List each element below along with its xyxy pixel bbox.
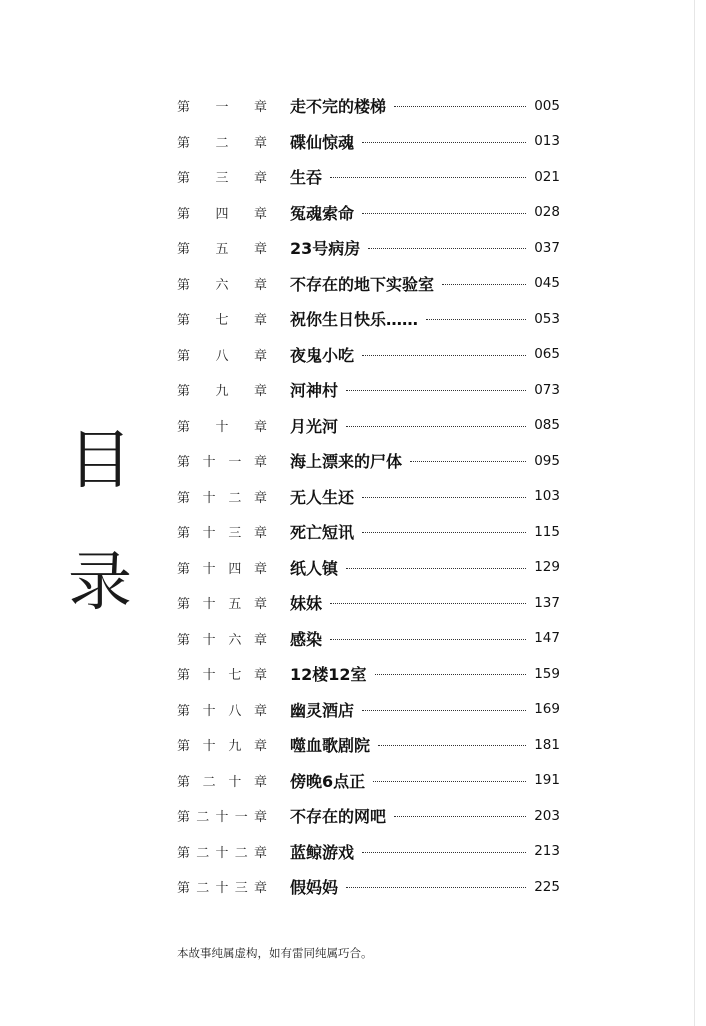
page-number: 028 (534, 204, 560, 221)
dot-leader (442, 284, 526, 285)
chapter-title: 噬血歌剧院 (290, 736, 371, 756)
toc-entry[interactable] (177, 443, 560, 479)
page-number: 005 (534, 97, 560, 114)
page-number: 213 (534, 843, 560, 860)
chapter-title: 走不完的楼梯 (290, 97, 387, 117)
toc-heading-char-1: 目 (68, 424, 132, 498)
chapter-title: 海上漂来的尸体 (290, 452, 403, 472)
dot-leader (330, 639, 526, 640)
toc-entry[interactable] (177, 869, 560, 905)
toc-entry[interactable] (177, 621, 560, 657)
table-of-contents (177, 88, 560, 905)
toc-entry[interactable] (177, 372, 560, 408)
page-number: 053 (534, 310, 560, 327)
dot-leader (378, 745, 526, 746)
chapter-number: 第 二 十 章 (177, 774, 267, 790)
chapter-number: 第 十 八 章 (177, 703, 267, 719)
dot-leader (330, 603, 526, 604)
page-number: 021 (534, 168, 560, 185)
disclaimer-note: 本故事纯属虚构，如有雷同纯属巧合。 (177, 946, 373, 960)
dot-leader (362, 142, 526, 143)
chapter-title: 碟仙惊魂 (290, 132, 355, 152)
toc-entry[interactable] (177, 763, 560, 799)
chapter-number: 第 二 十 二 章 (177, 845, 267, 861)
toc-entry[interactable] (177, 798, 560, 834)
dot-leader (362, 497, 526, 498)
dot-leader (410, 461, 526, 462)
chapter-title: 冤魂索命 (290, 203, 355, 223)
toc-entry[interactable] (177, 301, 560, 337)
dot-leader (375, 674, 526, 675)
page-number: 037 (534, 239, 560, 256)
toc-entry[interactable] (177, 585, 560, 621)
chapter-number: 第 一 章 (177, 100, 267, 116)
chapter-number: 第 三 章 (177, 171, 267, 187)
dot-leader (426, 319, 526, 320)
chapter-number: 第 十 五 章 (177, 597, 267, 613)
dot-leader (368, 248, 526, 249)
dot-leader (346, 390, 526, 391)
chapter-title: 12楼12室 (290, 665, 367, 685)
toc-entry[interactable] (177, 124, 560, 160)
toc-entry[interactable] (177, 656, 560, 692)
dot-leader (346, 568, 526, 569)
chapter-number: 第 二 章 (177, 135, 267, 151)
dot-leader (330, 177, 526, 178)
chapter-title: 幽灵酒店 (290, 700, 355, 720)
page-number: 169 (534, 701, 560, 718)
toc-entry[interactable] (177, 479, 560, 515)
page-number: 159 (534, 665, 560, 682)
toc-entry[interactable] (177, 727, 560, 763)
toc-entry[interactable] (177, 266, 560, 302)
chapter-number: 第 二 十 一 章 (177, 810, 267, 826)
page-number: 085 (534, 417, 560, 434)
page-number: 013 (534, 133, 560, 150)
chapter-title: 河神村 (290, 381, 339, 401)
dot-leader (346, 887, 526, 888)
dot-leader (394, 106, 526, 107)
chapter-title: 无人生还 (290, 487, 355, 507)
chapter-title: 23号病房 (290, 239, 361, 259)
chapter-title: 纸人镇 (290, 558, 339, 578)
chapter-number: 第 十 七 章 (177, 668, 267, 684)
dot-leader (362, 532, 526, 533)
toc-entry[interactable] (177, 514, 560, 550)
toc-entry[interactable] (177, 692, 560, 728)
chapter-number: 第 十 六 章 (177, 632, 267, 648)
page-number: 203 (534, 807, 560, 824)
toc-heading-char-2: 录 (68, 546, 132, 620)
page-number: 147 (534, 630, 560, 647)
chapter-number: 第 十 一 章 (177, 455, 267, 471)
chapter-title: 不存在的地下实验室 (290, 274, 435, 294)
toc-entry[interactable] (177, 337, 560, 373)
toc-entry[interactable] (177, 159, 560, 195)
dot-leader (394, 816, 526, 817)
dot-leader (362, 355, 526, 356)
toc-entry[interactable] (177, 408, 560, 444)
chapter-number: 第 四 章 (177, 206, 267, 222)
chapter-title: 妹妹 (290, 594, 323, 614)
chapter-number: 第 七 章 (177, 313, 267, 329)
chapter-number: 第 六 章 (177, 277, 267, 293)
dot-leader (373, 781, 526, 782)
dot-leader (362, 852, 526, 853)
page-number: 103 (534, 488, 560, 505)
chapter-title: 祝你生日快乐…… (290, 310, 419, 330)
chapter-title: 蓝鲸游戏 (290, 842, 355, 862)
chapter-title: 傍晚6点正 (290, 771, 366, 791)
chapter-title: 假妈妈 (290, 878, 339, 898)
page-number: 115 (534, 523, 560, 540)
dot-leader (362, 213, 526, 214)
chapter-number: 第 八 章 (177, 348, 267, 364)
chapter-title: 不存在的网吧 (290, 807, 387, 827)
chapter-number: 第 二 十 三 章 (177, 881, 267, 897)
dot-leader (362, 710, 526, 711)
chapter-title: 感染 (290, 629, 323, 649)
page-number: 137 (534, 594, 560, 611)
chapter-title: 死亡短讯 (290, 523, 355, 543)
page-number: 073 (534, 381, 560, 398)
page-number: 129 (534, 559, 560, 576)
chapter-number: 第 十 四 章 (177, 561, 267, 577)
toc-entry[interactable] (177, 834, 560, 870)
chapter-number: 第 十 二 章 (177, 490, 267, 506)
chapter-number: 第 十 九 章 (177, 739, 267, 755)
page-number: 191 (534, 772, 560, 789)
page-number: 065 (534, 346, 560, 363)
toc-entry[interactable] (177, 550, 560, 586)
page-number: 095 (534, 452, 560, 469)
dot-leader (346, 426, 526, 427)
toc-entry[interactable] (177, 230, 560, 266)
toc-entry[interactable] (177, 195, 560, 231)
toc-entry[interactable] (177, 88, 560, 124)
page-edge-line (694, 0, 695, 1026)
chapter-number: 第 五 章 (177, 242, 267, 258)
toc-heading (60, 400, 140, 644)
chapter-number: 第 十 三 章 (177, 526, 267, 542)
chapter-number: 第 十 章 (177, 419, 267, 435)
chapter-title: 夜鬼小吃 (290, 345, 355, 365)
page-number: 045 (534, 275, 560, 292)
page-number: 225 (534, 878, 560, 895)
chapter-title: 月光河 (290, 416, 339, 436)
page-number: 181 (534, 736, 560, 753)
chapter-title: 生吞 (290, 168, 323, 188)
chapter-number: 第 九 章 (177, 384, 267, 400)
